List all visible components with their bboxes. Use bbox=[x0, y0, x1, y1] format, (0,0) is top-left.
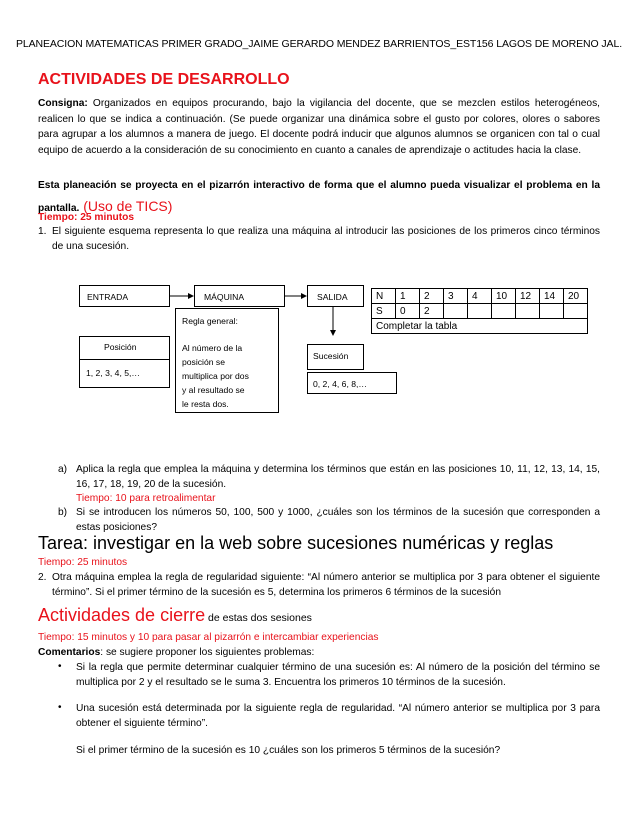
sucesion-box: Sucesión bbox=[307, 344, 364, 370]
sequence-table bbox=[371, 288, 588, 334]
consigna-text: Organizados en equipos procurando, bajo la vigilancia del docente, que se mezclen estilos heterogéneos, realicen lo que se indica a continuación. (Se puede organizar una dinámica sobre el gusto por colores, olores o sabores para agrupar a los alumnos a manera de juego. El docente podrá inducir que algunos alumnos se organicen con tal o cual equipo de acuerdo a la consideración de su conocimiento en cuanto a canales de aprendizaje o actitudes hacia la clase. bbox=[38, 98, 600, 156]
table-cell: 14 bbox=[540, 289, 564, 304]
regla-line-4: y al resultado se bbox=[182, 385, 245, 395]
posicion-values: 1, 2, 3, 4, 5,… bbox=[86, 368, 140, 378]
pizarron-text: Esta planeación se proyecta en el pizarrón interactivo de forma que el alumno pueda visualizar el problema en la pantalla. bbox=[38, 180, 600, 214]
cierre-bullet-1: Si la regla que permite determinar cualquier término de una sucesión es: Al número de la posición del término se multiplica por 2 y el resultado se le suma 3. Encuentra los primeros 10 términos de la sucesión. bbox=[76, 662, 600, 688]
question-a-text: Aplica la regla que emplea la máquina y determina los términos que están en las posiciones 10, 11, 12, 13, 14, 15, 16, 17, 18, 19, 20 de la sucesión. bbox=[76, 464, 600, 490]
item-2-number: 2. bbox=[38, 572, 47, 583]
cierre-final-question: Si el primer término de la sucesión es 10 ¿cuáles son los primeros 5 términos de la sucesión? bbox=[76, 745, 501, 756]
table-cell: 12 bbox=[516, 289, 540, 304]
table-row-s bbox=[372, 304, 588, 319]
consigna-label: Consigna: bbox=[38, 98, 88, 109]
question-a-time: Tiempo: 10 para retroalimentar bbox=[76, 493, 216, 504]
table-cell: 10 bbox=[492, 289, 516, 304]
table-cell: 20 bbox=[564, 289, 588, 304]
bullet-dot-2: • bbox=[58, 702, 62, 713]
table-cell: 3 bbox=[444, 289, 468, 304]
table-cell bbox=[516, 304, 540, 319]
cierre-bullet-2: Una sucesión está determinada por la siguiente regla de regularidad. “Al número anterior se multiplica por 3 para obtener el siguiente término”. bbox=[76, 703, 600, 729]
time-development: Tiempo: 25 minutos bbox=[38, 212, 135, 223]
table-cell bbox=[492, 304, 516, 319]
tarea-title: Tarea: investigar en la web sobre sucesiones numéricas y reglas bbox=[38, 533, 554, 553]
cierre-title-tail: de estas dos sesiones bbox=[205, 612, 312, 624]
table-cell: S bbox=[372, 304, 396, 319]
item-2-text: Otra máquina emplea la regla de regularidad siguiente: “Al número anterior se multiplica por 3 para obtener el siguiente término”. Si el primer término de la sucesión es 5, determina los primeros 6 términos de la sucesión bbox=[52, 572, 600, 598]
regla-line-1: Al número de la bbox=[182, 343, 243, 353]
tarea-time: Tiempo: 25 minutos bbox=[38, 557, 128, 568]
table-cell: 2 bbox=[420, 304, 444, 319]
question-b-text: Si se introducen los números 50, 100, 500 y 1000, ¿cuáles son los términos de la sucesión que corresponden a estas posiciones? bbox=[76, 507, 600, 533]
tics-note: (Uso de TICS) bbox=[79, 198, 173, 214]
regla-line-2: posición se bbox=[182, 357, 225, 367]
table-cell bbox=[540, 304, 564, 319]
item-1-number: 1. bbox=[38, 226, 47, 237]
comentarios-text: : se sugiere proponer los siguientes problemas: bbox=[100, 647, 315, 658]
regla-line-3: multiplica por dos bbox=[182, 371, 249, 381]
entrada-box: ENTRADA bbox=[79, 285, 170, 307]
table-caption: Completar la tabla bbox=[372, 319, 588, 334]
table-cell bbox=[444, 304, 468, 319]
table-cell: N bbox=[372, 289, 396, 304]
regla-line-5: le resta dos. bbox=[182, 399, 229, 409]
sucesion-values-box: 0, 2, 4, 6, 8,… bbox=[307, 372, 397, 394]
question-a-label: a) bbox=[58, 464, 68, 475]
table-cell: 0 bbox=[396, 304, 420, 319]
table-cell: 1 bbox=[396, 289, 420, 304]
bullet-dot-1: • bbox=[58, 661, 62, 672]
regla-label: Regla general: bbox=[182, 316, 238, 326]
maquina-box: MÁQUINA bbox=[194, 285, 285, 307]
item-1-text: El siguiente esquema representa lo que realiza una máquina al introducir las posiciones de los primeros cinco términos de una sucesión. bbox=[52, 226, 600, 252]
comentarios-label: Comentarios bbox=[38, 647, 101, 658]
table-caption-row bbox=[372, 319, 588, 334]
salida-box: SALIDA bbox=[307, 285, 364, 307]
table-cell bbox=[468, 304, 492, 319]
table-cell: 2 bbox=[420, 289, 444, 304]
table-cell bbox=[564, 304, 588, 319]
development-title: ACTIVIDADES DE DESARROLLO bbox=[38, 71, 290, 88]
table-cell: 4 bbox=[468, 289, 492, 304]
cierre-time: Tiempo: 15 minutos y 10 para pasar al pizarrón e intercambiar experiencias bbox=[38, 632, 379, 643]
cierre-title: Actividades de cierre bbox=[38, 605, 206, 625]
posicion-label: Posición bbox=[104, 342, 137, 352]
table-row-n bbox=[372, 289, 588, 304]
question-b-label: b) bbox=[58, 507, 68, 518]
cierre-heading bbox=[38, 605, 312, 626]
comentarios-line bbox=[38, 646, 314, 661]
page-header: PLANEACION MATEMATICAS PRIMER GRADO_JAIME GERARDO MENDEZ BARRIENTOS_EST156 LAGOS DE MORENO JAL. bbox=[15, 38, 623, 50]
